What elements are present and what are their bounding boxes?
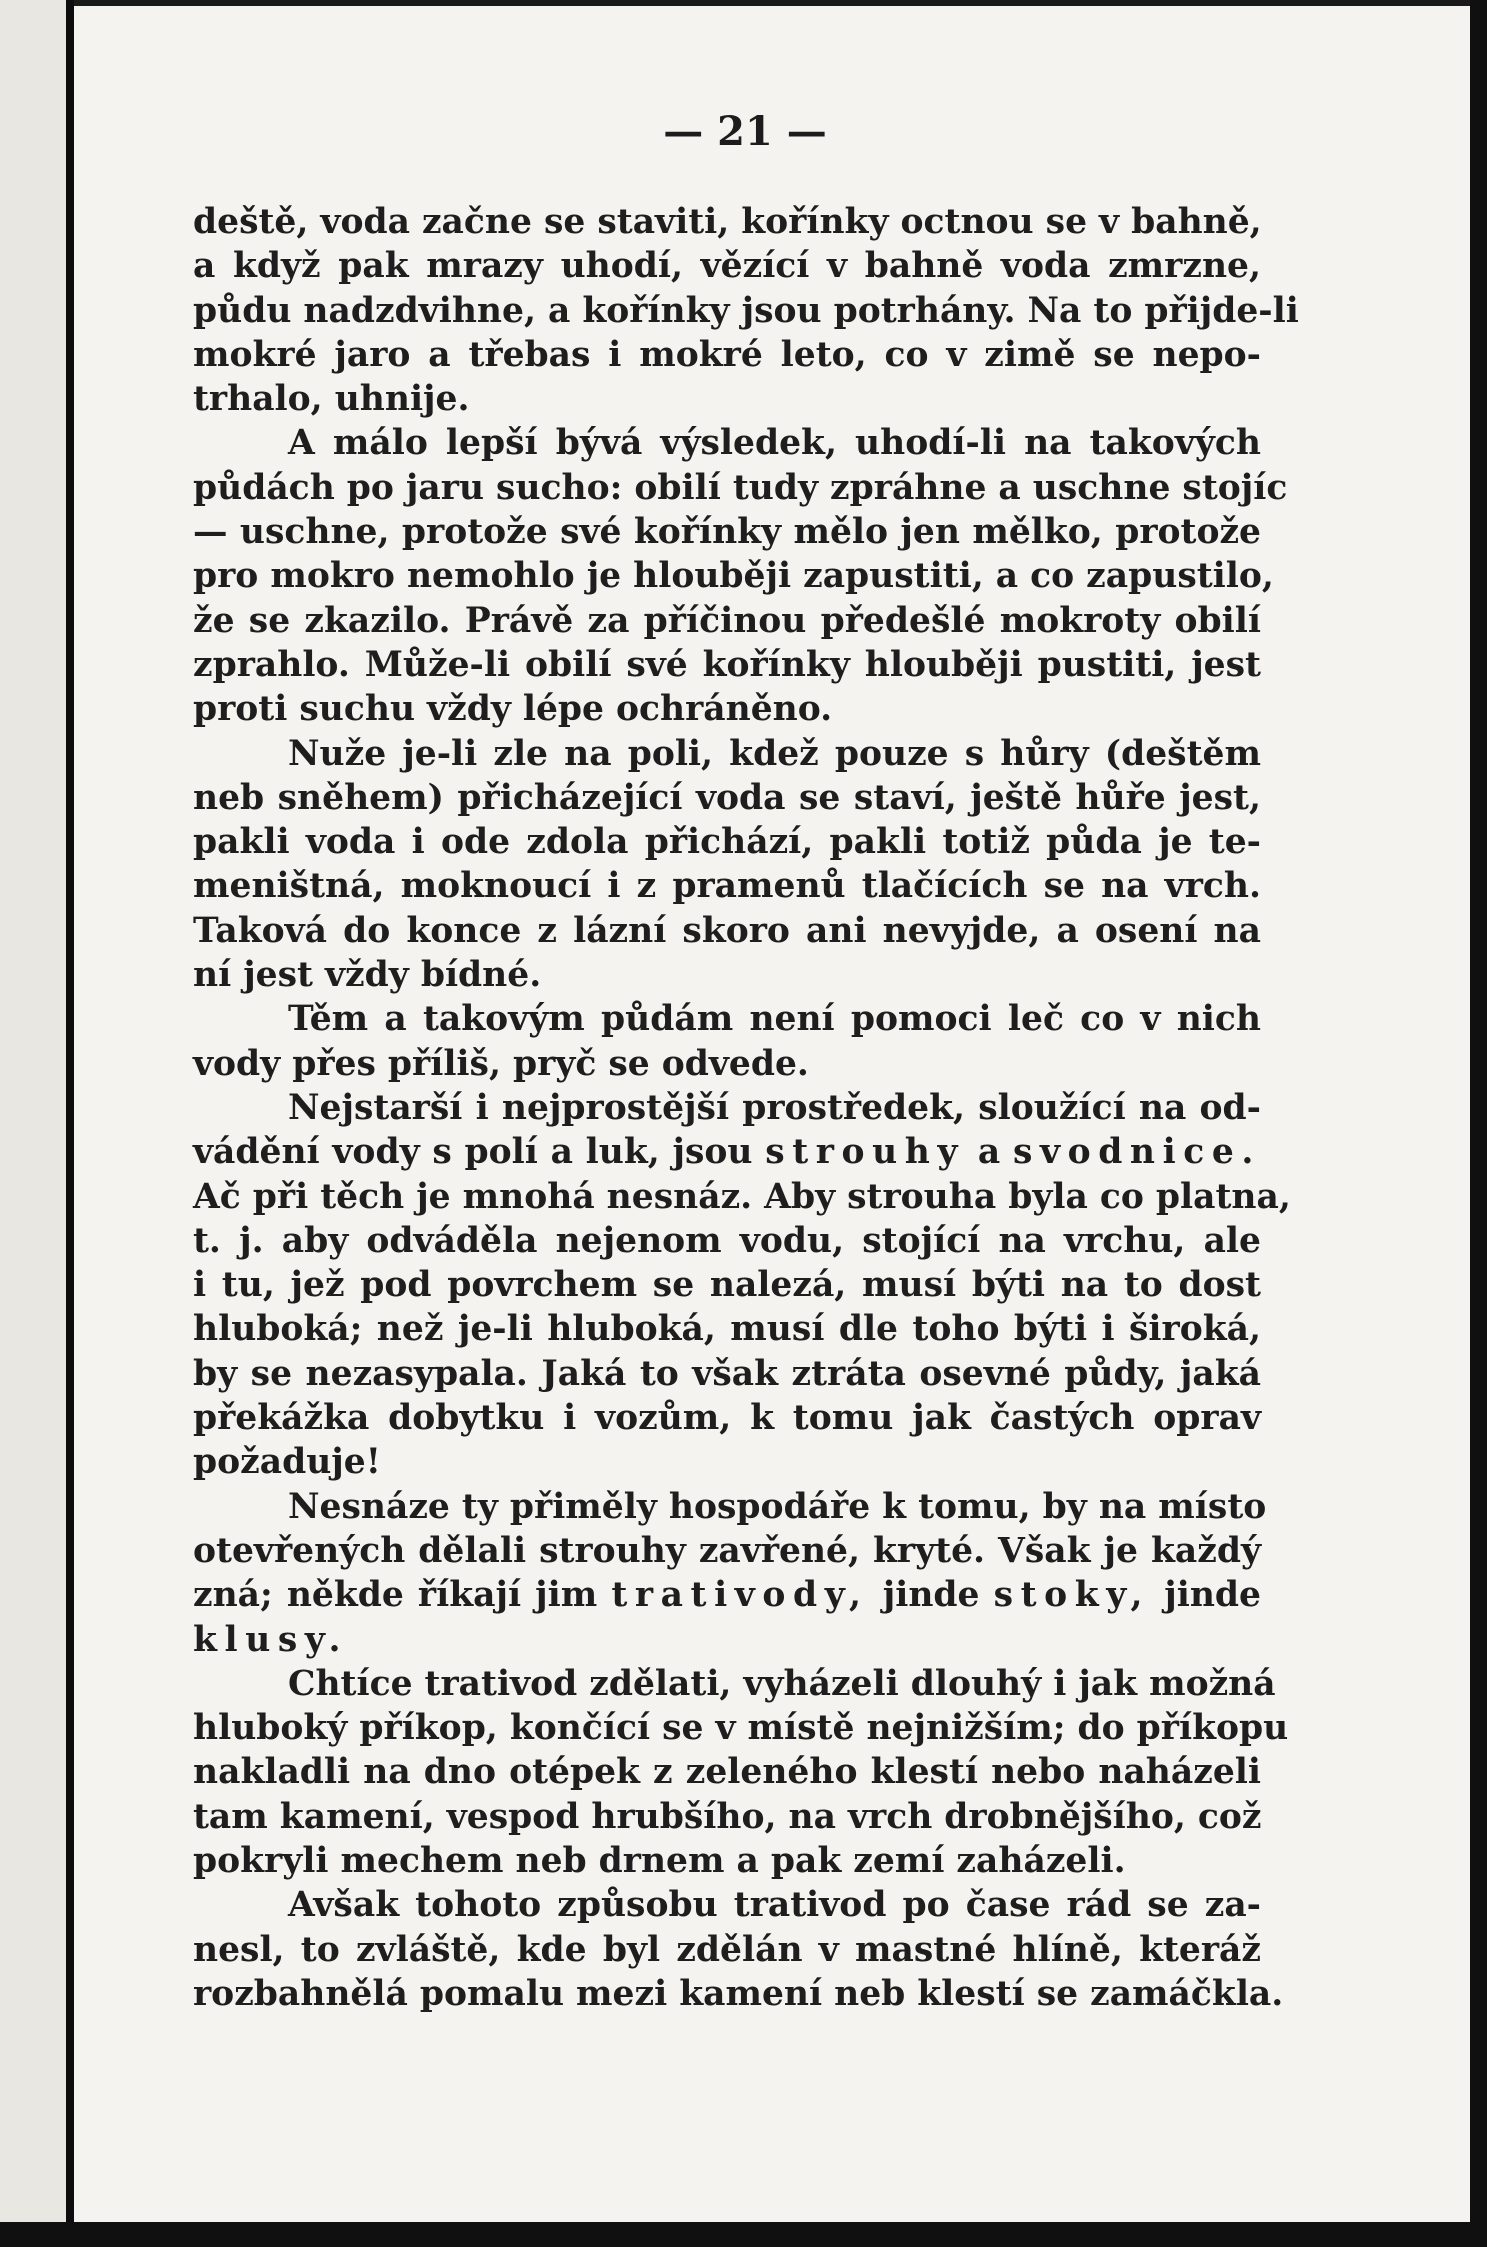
text-line	[193, 289, 1299, 333]
text-run: zná; někde říkají jim	[193, 1575, 598, 1616]
text-run: meništná, moknoucí i z pramenů tlačících se na vrch.	[193, 866, 1261, 907]
text-run: deště, voda začne se staviti, kořínky octnou se v bahně,	[193, 202, 1262, 242]
text-run: Nejstarší i nejprostější prostředek, sloužící na od-	[288, 1087, 1261, 1128]
spaced-emphasis: trativody,	[611, 1575, 869, 1616]
page-number: — 21 —	[663, 108, 827, 155]
text-line	[193, 864, 1261, 908]
text-run: pakli voda i ode zdola přichází, pakli totiž půda je te-	[193, 822, 1261, 863]
text-line	[193, 1618, 1261, 1662]
text-run: neb sněhem) přicházející voda se staví, ještě hůře jest,	[193, 777, 1261, 818]
text-run: nakladli na dno otépek z zeleného klestí nebo naházeli	[193, 1752, 1261, 1793]
spaced-emphasis: svodnice.	[1012, 1132, 1262, 1173]
text-run: i tu, jež pod povrchem se nalezá, musí býti na to dost	[193, 1265, 1261, 1306]
text-line	[193, 333, 1261, 377]
text-line	[193, 200, 1261, 244]
text-run: půdách po jaru sucho: obilí tudy zpráhne a uschne stojíc	[193, 467, 1288, 508]
text-run: nesl, to zvláště, kde byl zdělán v mastné hlíně, kteráž	[193, 1929, 1261, 1970]
text-run: Chtíce trativod zdělati, vyházeli dlouhý i jak možná	[288, 1663, 1276, 1704]
text-line	[193, 1883, 1261, 1927]
text-line	[193, 1839, 1261, 1883]
text-line	[193, 1307, 1261, 1351]
text-run: hluboká; než je-li hluboká, musí dle toho býti i široká,	[193, 1309, 1261, 1350]
text-line	[193, 1042, 1261, 1086]
text-run: jinde	[882, 1575, 980, 1616]
text-run: vody přes příliš, pryč se odvede.	[193, 1043, 809, 1084]
text-line	[193, 1750, 1261, 1794]
text-run: pro mokro nemohlo je hlouběji zapustiti, a co zapustilo,	[193, 556, 1274, 597]
text-line	[193, 510, 1261, 554]
text-run: Ač při těch je mnohá nesnáz. Aby strouha byla co platna,	[193, 1176, 1291, 1217]
text-line	[193, 554, 1274, 598]
text-run: Těm a takovým půdám není pomoci leč co v nich	[288, 999, 1261, 1040]
text-run: Nuže je-li zle na poli, kdež pouze s hůry (deštěm	[288, 733, 1261, 774]
text-line	[193, 1573, 1261, 1617]
text-line	[193, 687, 1261, 731]
text-run: by se nezasypala. Jaká to však ztráta osevné půdy, jaká	[193, 1353, 1261, 1394]
text-run: půdu nadzdvihne, a kořínky jsou potrhány. Na to přijde-li	[193, 290, 1299, 331]
text-line	[193, 1485, 1267, 1529]
text-line	[193, 1662, 1276, 1706]
text-run: jinde	[1164, 1575, 1261, 1616]
text-run: t. j. aby odváděla nejenom vodu, stojící na vrchu, ale	[193, 1220, 1261, 1261]
text-line	[193, 599, 1261, 643]
text-line	[193, 1219, 1261, 1263]
text-line	[193, 1352, 1261, 1396]
text-line	[193, 776, 1261, 820]
text-run: Avšak tohoto způsobu trativod po čase rád se za-	[288, 1885, 1261, 1926]
scan-border-bottom	[0, 2222, 1487, 2247]
text-line	[193, 997, 1261, 1041]
text-line	[193, 1086, 1261, 1130]
text-run: a když pak mrazy uhodí, vězící v bahně voda zmrzne,	[193, 246, 1261, 287]
text-run: pokryli mechem neb drnem a pak zemí zaházeli.	[193, 1840, 1126, 1881]
text-run: tam kamení, vespod hrubšího, na vrch drobnějšího, což	[193, 1796, 1262, 1837]
scan-border-right	[1470, 0, 1487, 2247]
text-line	[193, 421, 1261, 465]
text-line	[193, 1396, 1261, 1440]
text-run: trhalo, uhnije.	[193, 379, 470, 420]
text-run: zprahlo. Může-li obilí své kořínky hlouběji pustiti, jest	[193, 644, 1261, 685]
text-line	[193, 643, 1261, 687]
text-line	[193, 377, 1261, 421]
text-run: Nesnáze ty přiměly hospodáře k tomu, by na místo	[288, 1486, 1267, 1527]
text-run: že se zkazilo. Právě za příčinou předešlé mokroty obilí	[193, 600, 1261, 641]
text-line	[193, 1972, 1284, 2016]
text-run: mokré jaro a třebas i mokré leto, co v zimě se nepo-	[193, 334, 1261, 375]
body-text	[193, 200, 1299, 2016]
text-line	[193, 953, 1261, 997]
text-line	[193, 820, 1261, 864]
text-line	[193, 1928, 1261, 1972]
adjacent-page-strip	[0, 0, 66, 2247]
text-line	[193, 1263, 1261, 1307]
text-line	[193, 732, 1261, 776]
page-gutter	[66, 0, 74, 2247]
text-run: vádění vody s polí a luk, jsou	[193, 1132, 753, 1173]
text-line	[193, 909, 1261, 953]
text-line	[193, 1130, 1261, 1174]
text-run: otevřených dělali strouhy zavřené, kryté. Však je každý	[193, 1530, 1261, 1571]
text-line	[193, 1175, 1291, 1219]
text-line	[193, 1706, 1289, 1750]
text-line	[193, 1529, 1261, 1573]
spaced-emphasis: strouhy	[765, 1132, 966, 1173]
text-line	[193, 1440, 1261, 1484]
text-run: ní jest vždy bídné.	[193, 955, 542, 996]
spaced-emphasis: klusy.	[193, 1619, 349, 1660]
text-run: hluboký příkop, končící se v místě nejnižším; do příkopu	[193, 1708, 1289, 1749]
text-line	[193, 466, 1288, 510]
text-run: požaduje!	[193, 1442, 381, 1483]
text-run: A málo lepší bývá výsledek, uhodí-li na takových	[288, 423, 1261, 464]
text-run: rozbahnělá pomalu mezi kamení neb klestí se zamáčkla.	[193, 1973, 1284, 2014]
text-run: překážka dobytku i vozům, k tomu jak častých oprav	[193, 1398, 1261, 1439]
text-line	[193, 244, 1261, 288]
text-run: Taková do konce z lázní skoro ani nevyjde, a osení na	[193, 910, 1261, 951]
text-run: — uschne, protože své kořínky mělo jen mělko, protože	[193, 512, 1261, 553]
text-line	[193, 1795, 1261, 1839]
spaced-emphasis: stoky,	[993, 1575, 1151, 1616]
text-run: proti suchu vždy lépe ochráněno.	[193, 689, 833, 730]
text-run: a	[977, 1132, 1001, 1173]
